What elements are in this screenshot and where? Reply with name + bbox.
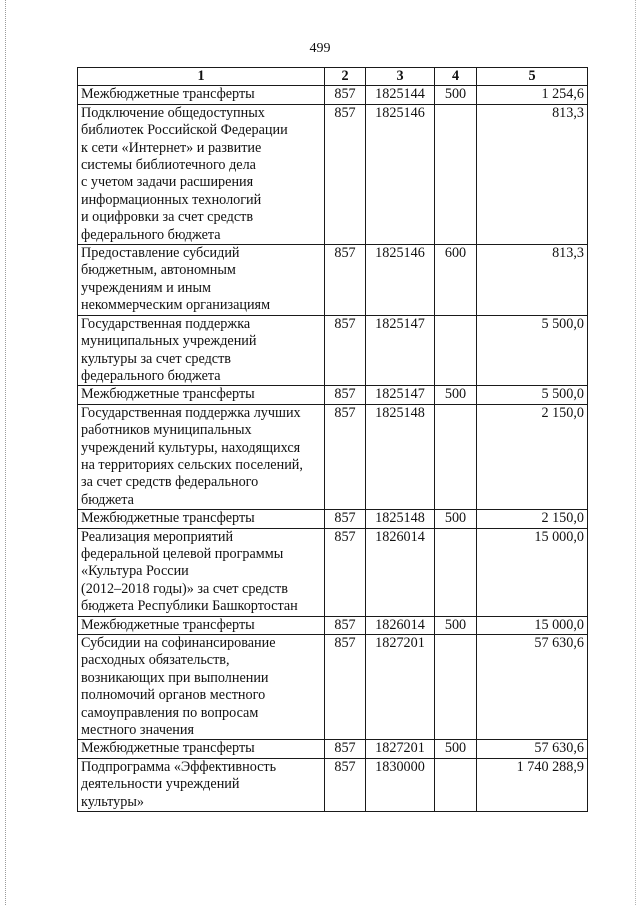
expense-type-cell bbox=[435, 635, 477, 740]
row-name-cell bbox=[78, 404, 325, 509]
row-name-line: (2012–2018 годы)» за счет средств bbox=[81, 580, 288, 597]
expense-type-cell: 600 bbox=[435, 245, 477, 316]
row-name-line: системы библиотечного дела bbox=[81, 157, 256, 174]
row-name-line: Предоставление субсидий bbox=[81, 245, 240, 262]
header-col-1: 1 bbox=[78, 68, 325, 86]
target-article-cell: 1826014 bbox=[366, 616, 435, 634]
target-article-cell: 1827201 bbox=[366, 635, 435, 740]
row-name-line: бюджета Республики Башкортостан bbox=[81, 598, 298, 615]
row-name-line: культуры за счет средств bbox=[81, 350, 232, 367]
ministry-code-cell: 857 bbox=[325, 315, 366, 386]
row-name-line: некоммерческим организациям bbox=[81, 297, 271, 314]
table-row bbox=[78, 315, 588, 386]
table-row bbox=[78, 616, 588, 634]
amount-cell: 15 000,0 bbox=[477, 616, 588, 634]
row-name-line: Межбюджетные трансферты bbox=[81, 86, 255, 103]
ministry-code-cell: 857 bbox=[325, 86, 366, 104]
expense-type-cell bbox=[435, 758, 477, 811]
ministry-code-cell: 857 bbox=[325, 404, 366, 509]
amount-cell: 813,3 bbox=[477, 104, 588, 244]
row-name-line: работников муниципальных bbox=[81, 422, 252, 439]
target-article-cell: 1825147 bbox=[366, 386, 435, 404]
expense-type-cell bbox=[435, 528, 477, 616]
expense-type-cell bbox=[435, 404, 477, 509]
row-name-line: полномочий органов местного bbox=[81, 687, 266, 704]
amount-cell: 2 150,0 bbox=[477, 510, 588, 528]
row-name-line: Межбюджетные трансферты bbox=[81, 616, 255, 633]
row-name-line: информационных технологий bbox=[81, 191, 262, 208]
table-row bbox=[78, 635, 588, 740]
target-article-cell: 1825148 bbox=[366, 510, 435, 528]
row-name-line: Подключение общедоступных bbox=[81, 104, 265, 121]
ministry-code-cell: 857 bbox=[325, 104, 366, 244]
row-name-line: Государственная поддержка bbox=[81, 315, 251, 332]
row-name-line: Субсидии на софинансирование bbox=[81, 635, 276, 651]
row-name-cell bbox=[78, 758, 325, 811]
header-col-3: 3 bbox=[366, 68, 435, 86]
table-row bbox=[78, 740, 588, 758]
table-body bbox=[78, 86, 588, 812]
header-col-5: 5 bbox=[477, 68, 588, 86]
ministry-code-cell: 857 bbox=[325, 635, 366, 740]
expense-type-cell: 500 bbox=[435, 86, 477, 104]
ministry-code-cell: 857 bbox=[325, 510, 366, 528]
row-name-line: Реализация мероприятий bbox=[81, 528, 234, 545]
row-name-line: Межбюджетные трансферты bbox=[81, 740, 255, 757]
scan-edge-right bbox=[635, 0, 636, 905]
row-name-line: федерального бюджета bbox=[81, 367, 221, 384]
expense-type-cell: 500 bbox=[435, 616, 477, 634]
target-article-cell: 1825146 bbox=[366, 104, 435, 244]
table-row bbox=[78, 404, 588, 509]
row-name-line: федерального бюджета bbox=[81, 226, 221, 243]
budget-table bbox=[77, 67, 588, 812]
row-name-line: местного значения bbox=[81, 722, 194, 739]
row-name-cell bbox=[78, 104, 325, 244]
row-name-cell bbox=[78, 616, 325, 634]
expense-type-cell bbox=[435, 315, 477, 386]
row-name-line: деятельности учреждений bbox=[81, 776, 240, 793]
row-name-line: Государственная поддержка лучших bbox=[81, 404, 301, 421]
amount-cell: 1 254,6 bbox=[477, 86, 588, 104]
row-name-line: муниципальных учреждений bbox=[81, 333, 257, 350]
row-name-line: за счет средств федерального bbox=[81, 474, 259, 491]
row-name-line: к сети «Интернет» и развитие bbox=[81, 139, 262, 156]
ministry-code-cell: 857 bbox=[325, 616, 366, 634]
amount-cell: 1 740 288,9 bbox=[477, 758, 588, 811]
row-name-line: Межбюджетные трансферты bbox=[81, 386, 255, 403]
row-name-line: культуры» bbox=[81, 793, 144, 810]
table-row bbox=[78, 386, 588, 404]
table-row bbox=[78, 86, 588, 104]
table-header bbox=[78, 68, 588, 86]
row-name-line: «Культура России bbox=[81, 563, 189, 580]
row-name-cell bbox=[78, 86, 325, 104]
target-article-cell: 1825148 bbox=[366, 404, 435, 509]
row-name-cell bbox=[78, 386, 325, 404]
row-name-cell bbox=[78, 245, 325, 316]
target-article-cell: 1825146 bbox=[366, 245, 435, 316]
ministry-code-cell: 857 bbox=[325, 758, 366, 811]
row-name-line: бюджетным, автономным bbox=[81, 262, 236, 279]
expense-type-cell: 500 bbox=[435, 510, 477, 528]
scan-edge-left bbox=[5, 0, 6, 905]
header-col-2: 2 bbox=[325, 68, 366, 86]
table-row bbox=[78, 245, 588, 316]
target-article-cell: 1825147 bbox=[366, 315, 435, 386]
header-col-4: 4 bbox=[435, 68, 477, 86]
target-article-cell: 1830000 bbox=[366, 758, 435, 811]
amount-cell: 813,3 bbox=[477, 245, 588, 316]
row-name-line: библиотек Российской Федерации bbox=[81, 122, 288, 139]
row-name-line: возникающих при выполнении bbox=[81, 669, 269, 686]
ministry-code-cell: 857 bbox=[325, 245, 366, 316]
row-name-line: с учетом задачи расширения bbox=[81, 174, 254, 191]
table-row bbox=[78, 528, 588, 616]
table-row bbox=[78, 510, 588, 528]
target-article-cell: 1827201 bbox=[366, 740, 435, 758]
target-article-cell: 1826014 bbox=[366, 528, 435, 616]
row-name-cell bbox=[78, 740, 325, 758]
target-article-cell: 1825144 bbox=[366, 86, 435, 104]
header-row bbox=[78, 68, 588, 86]
row-name-cell bbox=[78, 635, 325, 740]
ministry-code-cell: 857 bbox=[325, 386, 366, 404]
row-name-cell bbox=[78, 315, 325, 386]
row-name-line: на территориях сельских поселений, bbox=[81, 456, 303, 473]
amount-cell: 57 630,6 bbox=[477, 635, 588, 740]
ministry-code-cell: 857 bbox=[325, 740, 366, 758]
row-name-line: учреждений культуры, находящихся bbox=[81, 439, 301, 456]
amount-cell: 5 500,0 bbox=[477, 386, 588, 404]
row-name-line: самоуправления по вопросам bbox=[81, 704, 259, 721]
expense-type-cell: 500 bbox=[435, 386, 477, 404]
row-name-line: Межбюджетные трансферты bbox=[81, 510, 255, 527]
expense-type-cell: 500 bbox=[435, 740, 477, 758]
page-number: 499 bbox=[309, 41, 331, 56]
expense-type-cell bbox=[435, 104, 477, 244]
row-name-line: и оцифровки за счет средств bbox=[81, 209, 254, 226]
amount-cell: 5 500,0 bbox=[477, 315, 588, 386]
row-name-line: бюджета bbox=[81, 491, 134, 508]
table-row bbox=[78, 758, 588, 811]
row-name-cell bbox=[78, 528, 325, 616]
table-row bbox=[78, 104, 588, 244]
amount-cell: 57 630,6 bbox=[477, 740, 588, 758]
ministry-code-cell: 857 bbox=[325, 528, 366, 616]
row-name-cell bbox=[78, 510, 325, 528]
amount-cell: 2 150,0 bbox=[477, 404, 588, 509]
row-name-line: расходных обязательств, bbox=[81, 652, 230, 669]
row-name-line: учреждениям и иным bbox=[81, 279, 212, 296]
row-name-line: федеральной целевой программы bbox=[81, 545, 284, 562]
amount-cell: 15 000,0 bbox=[477, 528, 588, 616]
row-name-line: Подпрограмма «Эффективность bbox=[81, 758, 277, 775]
